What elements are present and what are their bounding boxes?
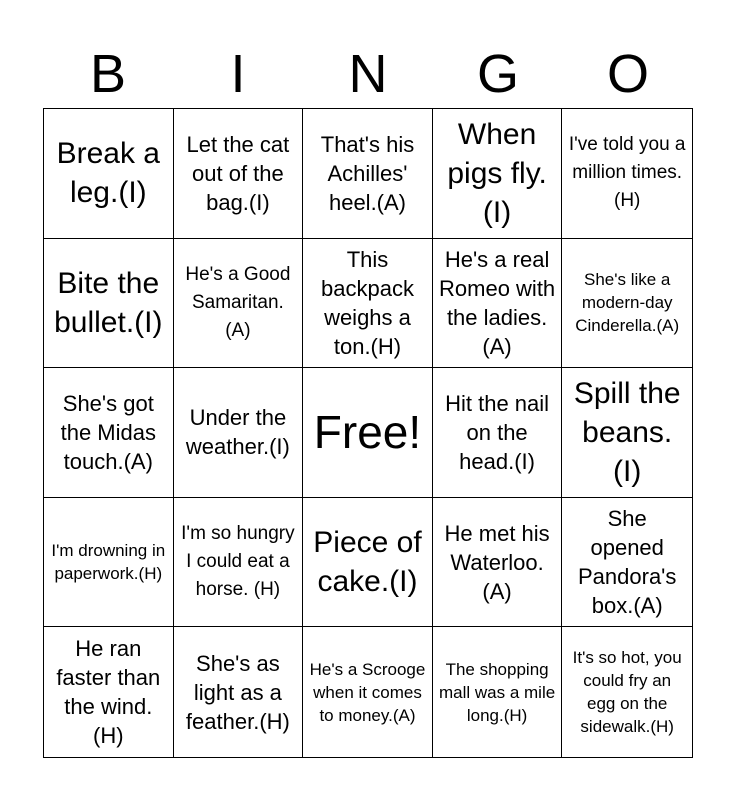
bingo-cell[interactable] [303,498,433,628]
bingo-cell-text: She's got the Midas touch.(A) [60,390,156,474]
bingo-cell[interactable] [303,109,433,239]
bingo-cell-text: He's a Good Samaritan.(A) [185,263,291,341]
bingo-cell[interactable] [174,498,304,628]
bingo-cell[interactable] [174,109,304,239]
bingo-cell-text: The shopping mall was a mile long.(H) [438,659,556,725]
bingo-cell-text: She opened Pandora's box.(A) [578,506,677,619]
bingo-cell[interactable] [303,239,433,369]
header-letter-o: O [606,44,649,104]
bingo-cell-text: She's as light as a feather.(H) [185,650,290,734]
free-space-text: Free! [313,406,422,459]
header-letter-n: N [348,44,388,104]
bingo-cell-text: I'm so hungry I could eat a horse. (H) [181,523,295,601]
bingo-cell[interactable] [174,627,304,757]
bingo-cell[interactable] [174,368,304,498]
bingo-cell-text: He met his Waterloo.(A) [444,520,550,604]
header-letter-g: G [476,44,519,104]
bingo-cell-text: When pigs fly.(I) [447,117,547,229]
bingo-board [43,108,693,758]
header-letter-i: I [230,44,246,104]
bingo-cell[interactable] [433,627,563,757]
bingo-cell-text: He ran faster than the wind.(H) [56,636,161,749]
bingo-cell[interactable] [44,109,174,239]
bingo-cell[interactable] [562,239,692,369]
bingo-header [43,40,693,108]
bingo-cell-text: He's a real Romeo with the ladies.(A) [439,246,556,359]
bingo-cell-text: I'm drowning in paperwork.(H) [51,541,166,584]
bingo-cell-text: Hit the nail on the head.(I) [445,390,550,474]
bingo-cell[interactable] [562,368,692,498]
bingo-cell[interactable] [433,498,563,628]
free-space[interactable] [303,368,433,498]
bingo-cell-text: That's his Achilles' heel.(A) [320,131,415,215]
bingo-cell[interactable] [44,239,174,369]
bingo-cell[interactable] [562,109,692,239]
header-letter-b: B [89,44,127,104]
bingo-cell-text: He's a Scrooge when it comes to money.(A) [309,659,426,725]
bingo-cell-text: Spill the beans.(I) [573,376,681,488]
bingo-cell-text: It's so hot, you could fry an egg on the sidewalk.(H) [572,648,682,737]
bingo-cell-text: I've told you a million times.(H) [568,134,686,212]
bingo-cell-text: Bite the bullet.(I) [54,266,163,339]
bingo-cell-text: Piece of cake.(I) [313,526,422,599]
bingo-cell[interactable] [433,109,563,239]
bingo-cell[interactable] [303,627,433,757]
bingo-cell[interactable] [562,498,692,628]
bingo-cell[interactable] [433,368,563,498]
bingo-cell-text: Let the cat out of the bag.(I) [186,131,290,215]
bingo-cell[interactable] [433,239,563,369]
bingo-cell[interactable] [174,239,304,369]
bingo-cell-text: Under the weather.(I) [185,405,290,460]
bingo-cell-text: Break a leg.(I) [56,137,160,210]
bingo-cell[interactable] [44,368,174,498]
bingo-cell-text: She's like a modern-day Cinderella.(A) [575,270,680,336]
bingo-cell-text: This backpack weighs a ton.(H) [321,246,414,359]
bingo-cell[interactable] [44,627,174,757]
bingo-cell[interactable] [44,498,174,628]
bingo-cell[interactable] [562,627,692,757]
